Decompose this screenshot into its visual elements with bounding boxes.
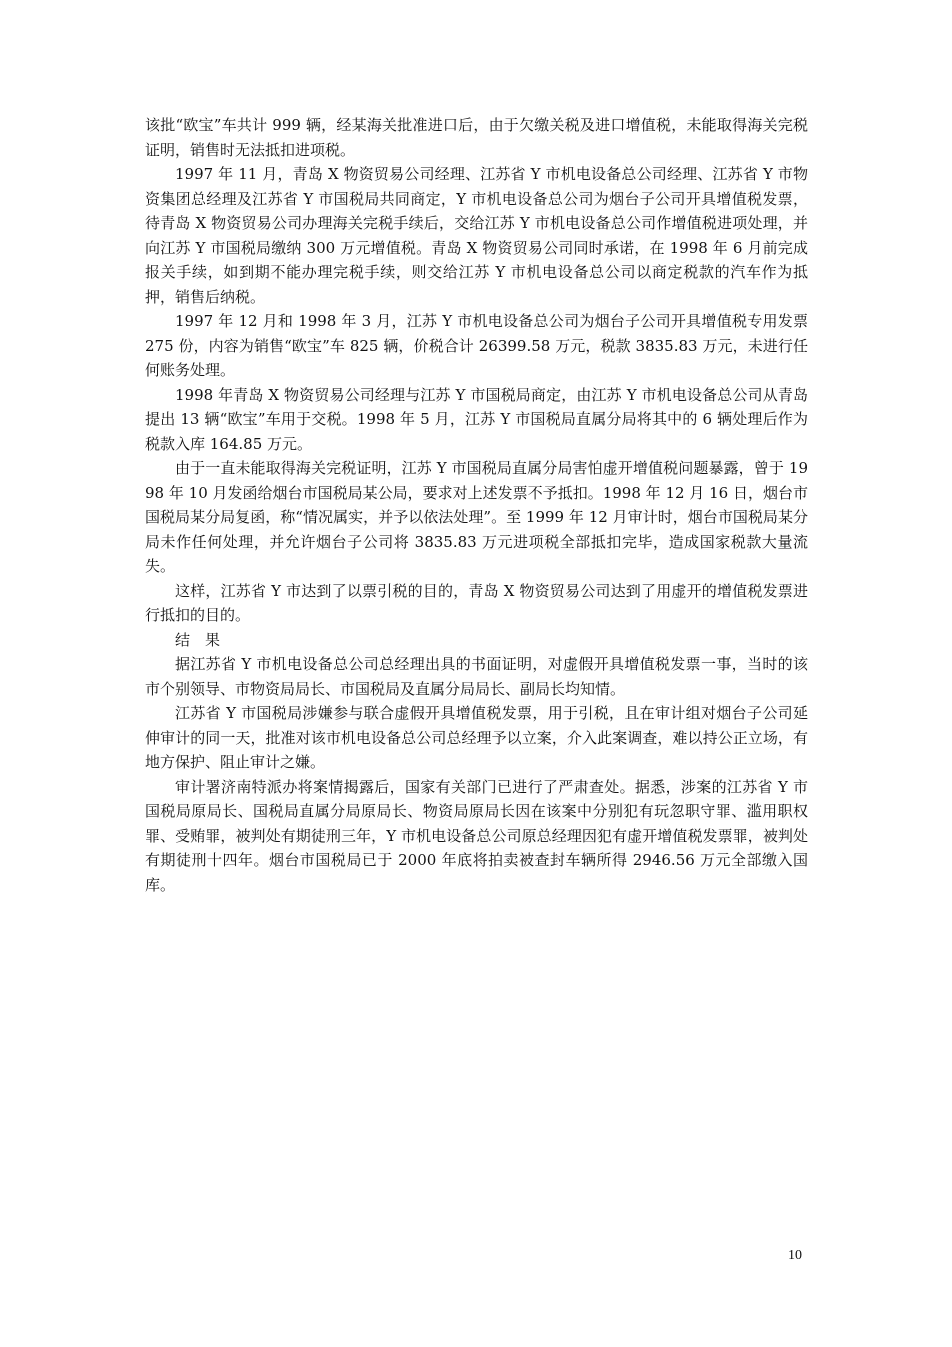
page-number: 10 [788,1248,802,1263]
paragraph-punishment: 审计署济南特派办将案情揭露后，国家有关部门已进行了严肃查处。据悉，涉案的江苏省 Y 市国税局原局长、国税局直属分局原局长、物资局原局长因在该案中分别犯有玩忽职守罪、滥用职权罪、受贿罪，被判处有期徒刑三年，Y 市机电设备总公司原总经理因犯有虚开增值税发票罪，被判处有期徒刑十四年。烟台市国税局已于 2000 年底将拍卖被查封车辆所得 2946.56 万元全部缴入国库。 [145,777,808,894]
body-text [145,113,808,897]
paragraph-local-protection: 江苏省 Y 市国税局涉嫌参与联合虚假开具增值税发票，用于引税，且在审计组对烟台子公司延伸审计的同一天，批准对该市机电设备总公司总经理予以立案，介入此案调查，难以持公正立场，有地方保护、阻止审计之嫌。 [145,704,808,771]
paragraph-knowledge: 据江苏省 Y 市机电设备总公司总经理出具的书面证明，对虚假开具增值税发票一事，当时的该市个别领导、市物资局局长、市国税局及直属分局局长、副局长均知情。 [145,655,808,698]
paragraph-cars-for-tax: 1998 年青岛 X 物资贸易公司经理与江苏 Y 市国税局商定，由江苏 Y 市机电设备总公司从青岛提出 13 辆“欧宝”车用于交税。1998 年 5 月，江苏 Y 市国税局直属分局将其中的 6 辆处理后作为税款入库 164.85 万元。 [145,385,808,453]
paragraph-agreement-1997: 1997 年 11 月，青岛 X 物资贸易公司经理、江苏省 Y 市机电设备总公司经理、江苏省 Y 市物资集团总经理及江苏省 Y 市国税局共同商定，Y 市机电设备总公司为烟台子公司开具增值税发票，待青岛 X 物资贸易公司办理海关完税手续后，交给江苏 Y 市机电设备总公司作增值税进项处理，并向江苏 Y 市国税局缴纳 300 万元增值税。青岛 X 物资贸易公司同时承诺，在 1998 年 6 月前完成报关手续，如到期不能办理完税手续，则交给江苏 Y 市机电设备总公司以商定税款的汽车作为抵押，销售后纳税。 [145,165,808,306]
paragraph-tax-loss: 由于一直未能取得海关完税证明，江苏 Y 市国税局直属分局害怕虚开增值税问题暴露，曾于 1998 年 10 月发函给烟台市国税局某公局，要求对上述发票不予抵扣。1998 年 12 月 16 日，烟台市国税局某分局复函，称“情况属实，并予以依法处理”。至 1999 年 12 月审计时，烟台市国税局某分局未作任何处理，并允许烟台子公司将 3835.83 万元进项税全部抵扣完毕，造成国家税款大量流失。 [145,459,808,575]
paragraph-invoices-issued: 1997 年 12 月和 1998 年 3 月，江苏 Y 市机电设备总公司为烟台子公司开具增值税专用发票 275 份，内容为销售“欧宝”车 825 辆，价税合计 26399.58 万元，税款 3835.83 万元，未进行任何账务处理。 [145,312,808,379]
paragraph-continuation: 该批“欧宝”车共计 999 辆，经某海关批准进口后，由于欠缴关税及进口增值税，未能取得海关完税证明，销售时无法抵扣进项税。 [145,116,808,159]
paragraph-summary: 这样，江苏省 Y 市达到了以票引税的目的，青岛 X 物资贸易公司达到了用虚开的增值税发票进行抵扣的目的。 [145,581,808,624]
section-heading-result: 结 果 [175,630,221,649]
